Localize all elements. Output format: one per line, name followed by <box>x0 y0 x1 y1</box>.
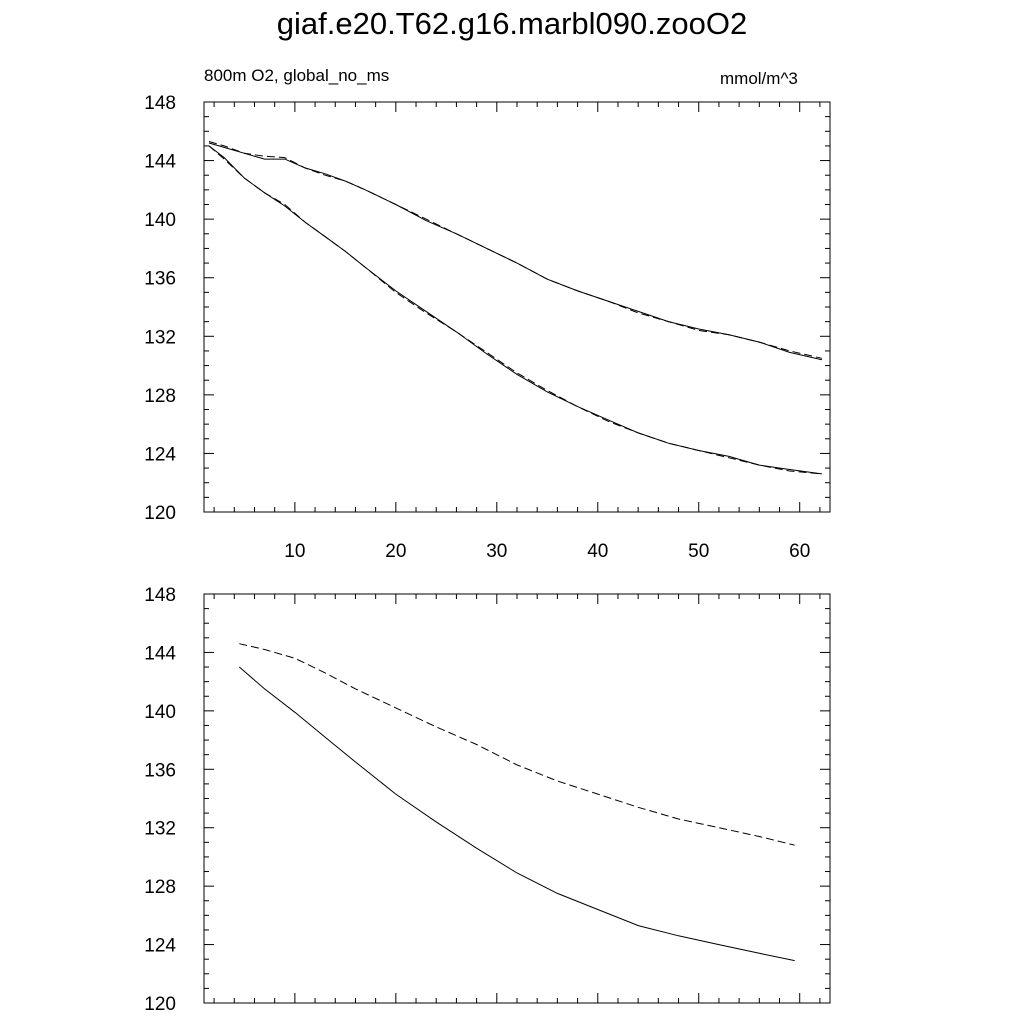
panel-1-y-tick-label: 136 <box>144 268 176 290</box>
panel-2-series-1-line <box>239 667 794 961</box>
panel-2-y-tick-label: 148 <box>144 585 176 606</box>
panel-2-y-tick-label: 132 <box>144 818 176 840</box>
panel-2-y-tick-label: 128 <box>144 877 176 899</box>
panel-2-y-tick-label: 124 <box>144 935 176 957</box>
panel-1-x-tick-label: 40 <box>587 541 609 562</box>
panel-1-y-tick-label: 144 <box>144 151 176 173</box>
panel-2-y-tick-label: 120 <box>144 994 176 1015</box>
panel-2-y-tick-label: 136 <box>144 760 176 782</box>
panel-2-series-2-line <box>239 644 794 846</box>
units-label: mmol/m^3 <box>720 69 798 88</box>
panel-1-frame <box>204 102 830 512</box>
panel-1-y-tick-label: 132 <box>144 327 176 349</box>
panel-1-x-tick-label: 60 <box>789 541 811 562</box>
panel-1-series-1-line <box>209 146 822 474</box>
panel-1-x-tick-label: 50 <box>688 541 710 562</box>
panel-1-x-tick-label: 20 <box>385 541 407 562</box>
panel-2-y-tick-label: 144 <box>144 643 176 665</box>
chart-subtitle: 800m O2, global_no_ms <box>204 66 390 85</box>
panel-1-series-4-line <box>209 142 822 359</box>
panel-1-series-3-line <box>209 143 822 360</box>
panel-1-series-2-line <box>209 146 822 474</box>
chart-title: giaf.e20.T62.g16.marbl090.zooO2 <box>276 6 748 41</box>
panel-1-y-tick-label: 148 <box>144 93 176 114</box>
panel-1-x-tick-label: 30 <box>486 541 508 562</box>
panel-2-frame <box>204 594 830 1003</box>
panel-2-y-tick-label: 140 <box>144 701 176 723</box>
panel-1-x-tick-label: 10 <box>284 541 306 562</box>
panel-1-y-tick-label: 140 <box>144 210 176 232</box>
panel-1-y-tick-label: 128 <box>144 385 176 407</box>
panel-1-y-tick-label: 124 <box>144 444 176 466</box>
panel-1-y-tick-label: 120 <box>144 503 176 524</box>
